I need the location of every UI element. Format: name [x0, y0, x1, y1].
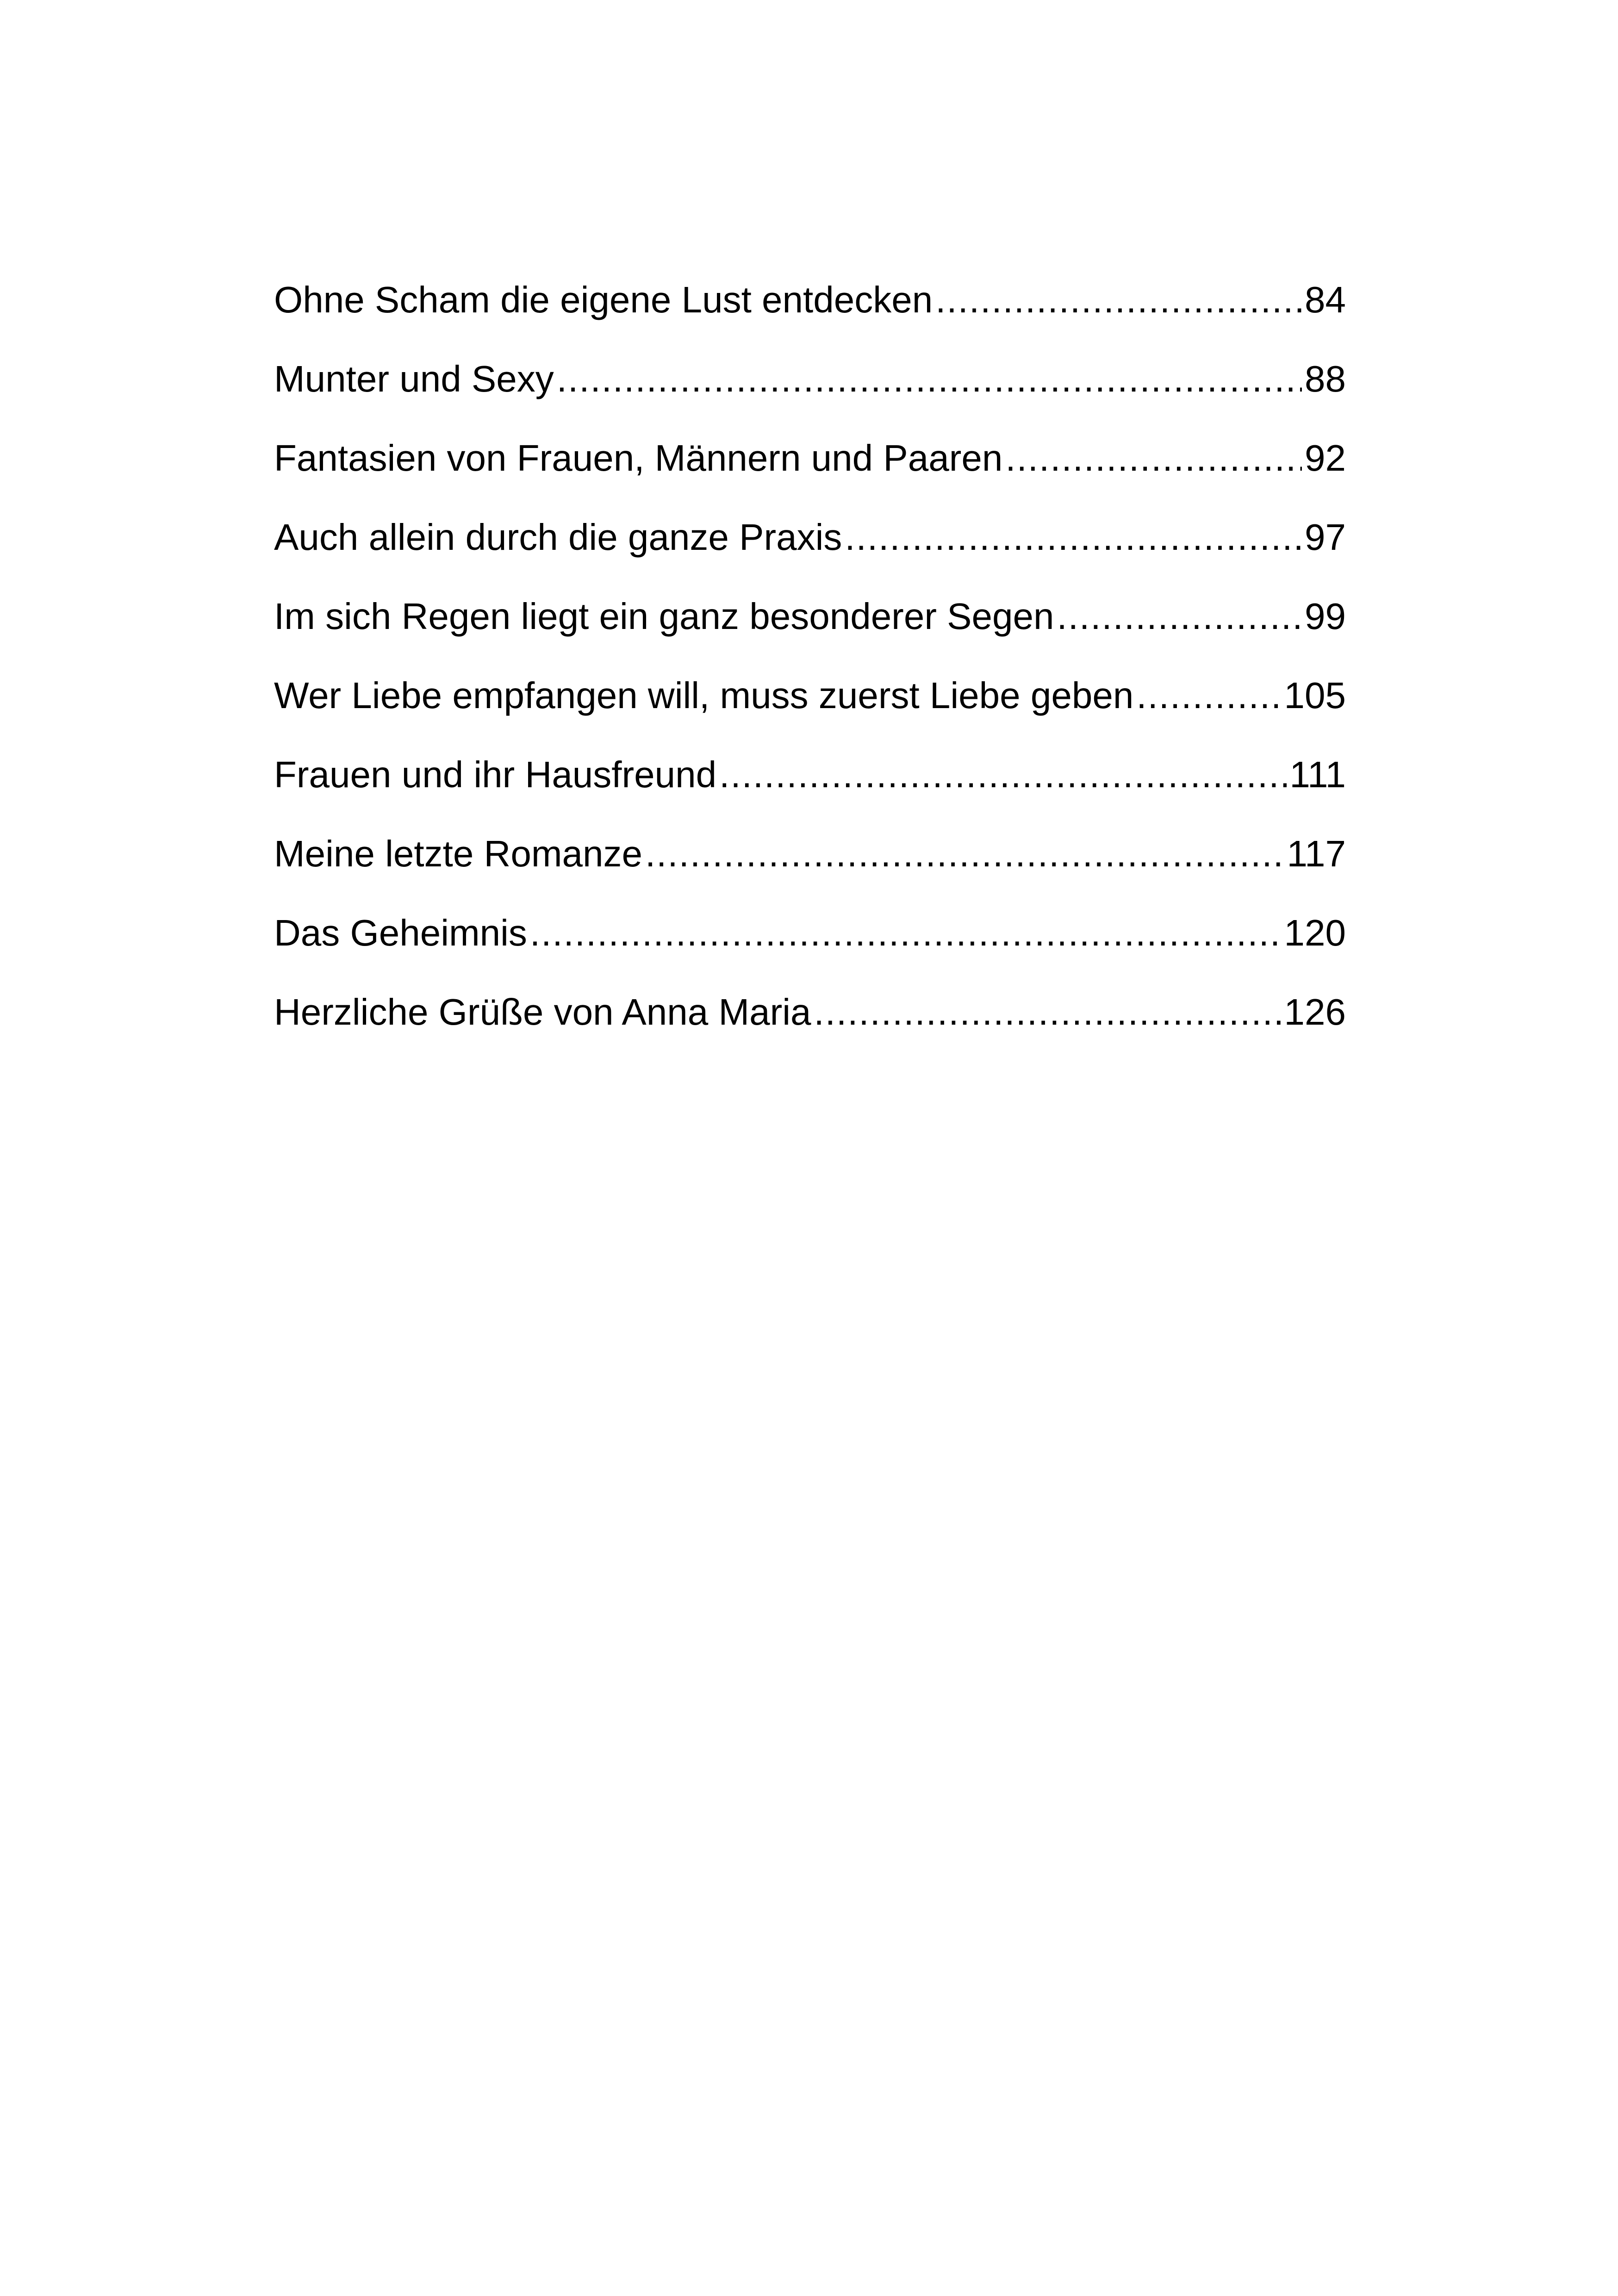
toc-dot-leader [645, 826, 1284, 882]
toc-entry-page: 84 [1305, 279, 1346, 320]
toc-entry-page: 92 [1305, 437, 1346, 479]
toc-entry-page: 120 [1284, 912, 1346, 953]
toc-entry-page: 105 [1284, 675, 1346, 716]
toc-entry-page: 111 [1289, 754, 1346, 795]
toc-entry-page: 88 [1305, 358, 1346, 399]
toc-entry [274, 510, 1346, 589]
toc-entry-page: 117 [1287, 833, 1346, 874]
toc-entry-title: Herzliche Grüße von Anna Maria [274, 991, 811, 1033]
toc-entry [274, 272, 1346, 351]
toc-entry [274, 905, 1346, 984]
toc-dot-leader [845, 510, 1302, 565]
toc-entry-title: Im sich Regen liegt ein ganz besonderer Segen [274, 596, 1054, 637]
toc-entry-title: Frauen und ihr Hausfreund [274, 754, 717, 795]
toc-dot-leader [719, 747, 1287, 803]
toc-entry-title: Wer Liebe empfangen will, muss zuerst Liebe geben [274, 675, 1134, 716]
toc-entry [274, 826, 1346, 905]
toc-entry [274, 984, 1346, 1064]
toc-dot-leader [557, 351, 1302, 407]
toc-dot-leader [1136, 668, 1281, 723]
toc-entry-title: Meine letzte Romanze [274, 833, 642, 874]
toc-entry-title: Das Geheimnis [274, 912, 527, 953]
toc-dot-leader [530, 905, 1282, 961]
toc-entry-title: Fantasien von Frauen, Männern und Paaren [274, 437, 1003, 479]
toc-entry-title: Auch allein durch die ganze Praxis [274, 516, 842, 558]
toc-entry [274, 747, 1346, 826]
toc-entry-page: 126 [1284, 991, 1346, 1033]
toc-entry-title: Munter und Sexy [274, 358, 554, 399]
toc-entry-title: Ohne Scham die eigene Lust entdecken [274, 279, 933, 320]
toc-dot-leader [814, 984, 1282, 1040]
toc-entry [274, 430, 1346, 510]
toc-entry-page: 99 [1305, 596, 1346, 637]
toc-entry [274, 351, 1346, 430]
toc-dot-leader [1005, 430, 1302, 486]
toc-entry [274, 668, 1346, 747]
toc-dot-leader [935, 272, 1302, 328]
toc-dot-leader [1057, 589, 1302, 644]
toc-entry [274, 589, 1346, 668]
table-of-contents [274, 272, 1346, 1064]
toc-entry-page: 97 [1305, 516, 1346, 558]
